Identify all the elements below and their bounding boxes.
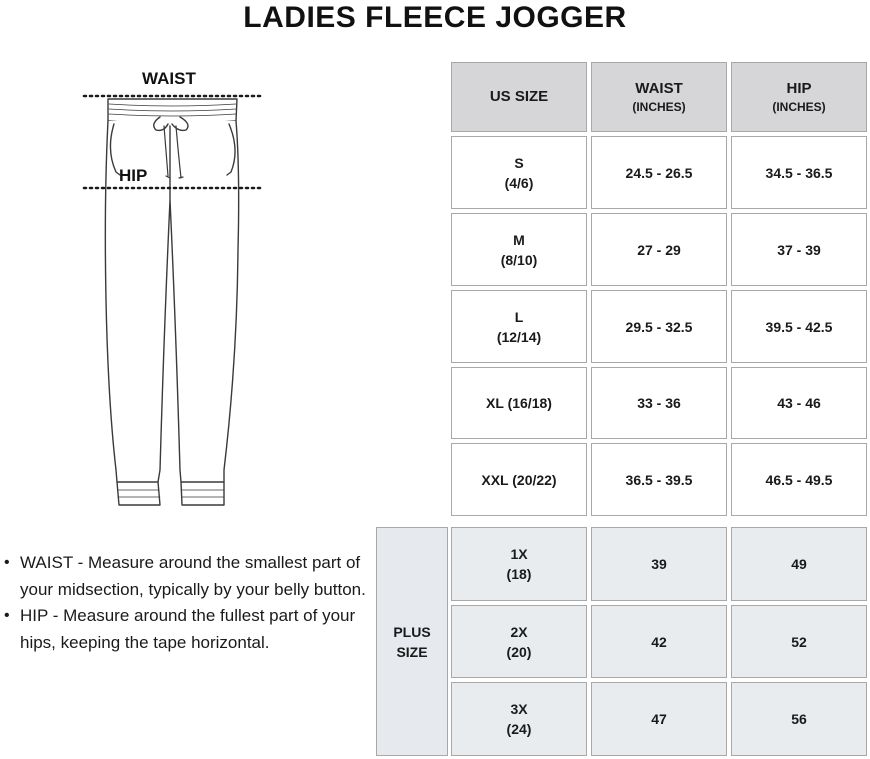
- size-sub-label: (8/10): [500, 251, 538, 268]
- hip-cell-1x: [731, 527, 867, 601]
- header-waist-unit: (INCHES): [632, 100, 686, 114]
- header-hip-label: HIP: [786, 80, 812, 97]
- size-cell-xxl: [451, 443, 587, 516]
- waist-cell-1x: [591, 527, 727, 601]
- size-label: 2X: [510, 623, 528, 640]
- header-hip: [731, 62, 867, 132]
- waist-value: 36.5 - 39.5: [625, 471, 693, 488]
- hip-value: 56: [791, 711, 807, 727]
- measurement-notes: [4, 550, 374, 656]
- size-cell-1x: [451, 527, 587, 601]
- hip-value: 37 - 39: [777, 241, 821, 258]
- waist-cell-xxl: [591, 443, 727, 516]
- header-waist-label: WAIST: [635, 80, 683, 97]
- waist-value: 47: [651, 711, 667, 727]
- size-label: 3X: [510, 701, 528, 717]
- waist-value: 24.5 - 26.5: [625, 164, 693, 181]
- waist-cell-l: [591, 290, 727, 363]
- hip-cell-xl: [731, 367, 867, 439]
- hip-cell-xxl: [731, 443, 867, 516]
- hip-cell-s: [731, 136, 867, 209]
- hip-cell-l: [731, 290, 867, 363]
- hip-value: 43 - 46: [777, 395, 821, 411]
- header-hip-unit: (INCHES): [772, 100, 826, 114]
- size-label: XXL (20/22): [481, 471, 557, 488]
- size-sub-label: (12/14): [496, 328, 542, 345]
- size-sub-label: (24): [506, 721, 532, 737]
- header-us-size: [451, 62, 587, 132]
- waist-value: 27 - 29: [637, 241, 681, 258]
- waist-cell-m: [591, 213, 727, 286]
- hip-cell-3x: [731, 682, 867, 756]
- waist-cell-s: [591, 136, 727, 209]
- size-label: M: [513, 231, 525, 248]
- size-label: L: [514, 308, 524, 325]
- plus-label-line1: PLUS: [393, 623, 431, 640]
- size-cell-l: [451, 290, 587, 363]
- waist-cell-2x: [591, 605, 727, 678]
- hip-cell-m: [731, 213, 867, 286]
- waist-value: 33 - 36: [637, 395, 681, 411]
- hip-measure-label: HIP: [119, 166, 148, 185]
- hip-value: 34.5 - 36.5: [765, 164, 833, 181]
- size-label: 1X: [510, 546, 528, 562]
- header-us-size-label: US SIZE: [489, 88, 549, 105]
- note-waist: • WAIST - Measure around the smallest part of your midsection, typically by your belly button.: [4, 550, 374, 603]
- hip-value: 46.5 - 49.5: [765, 471, 833, 488]
- plus-size-label-cell: [376, 527, 448, 756]
- hip-cell-2x: [731, 605, 867, 678]
- size-cell-2x: [451, 605, 587, 678]
- size-cell-m: [451, 213, 587, 286]
- waist-cell-3x: [591, 682, 727, 756]
- size-cell-s: [451, 136, 587, 209]
- waist-cell-xl: [591, 367, 727, 439]
- waist-value: 29.5 - 32.5: [625, 318, 693, 335]
- size-label: XL (16/18): [486, 395, 552, 411]
- size-sub-label: (20): [506, 643, 532, 660]
- size-label: S: [514, 154, 524, 171]
- size-cell-3x: [451, 682, 587, 756]
- waist-value: 39: [651, 556, 667, 572]
- hip-value: 52: [791, 633, 807, 650]
- note-hip: • HIP - Measure around the fullest part of your hips, keeping the tape horizontal.: [4, 603, 374, 656]
- page-title: LADIES FLEECE JOGGER: [243, 1, 627, 34]
- hip-value: 49: [791, 556, 807, 572]
- hip-value: 39.5 - 42.5: [765, 318, 833, 335]
- size-sub-label: (18): [506, 566, 532, 582]
- waist-measure-label: WAIST: [142, 69, 196, 88]
- header-waist: [591, 62, 727, 132]
- plus-label-line2: SIZE: [396, 643, 428, 660]
- size-sub-label: (4/6): [504, 174, 534, 191]
- size-cell-xl: [451, 367, 587, 439]
- waist-value: 42: [651, 633, 667, 650]
